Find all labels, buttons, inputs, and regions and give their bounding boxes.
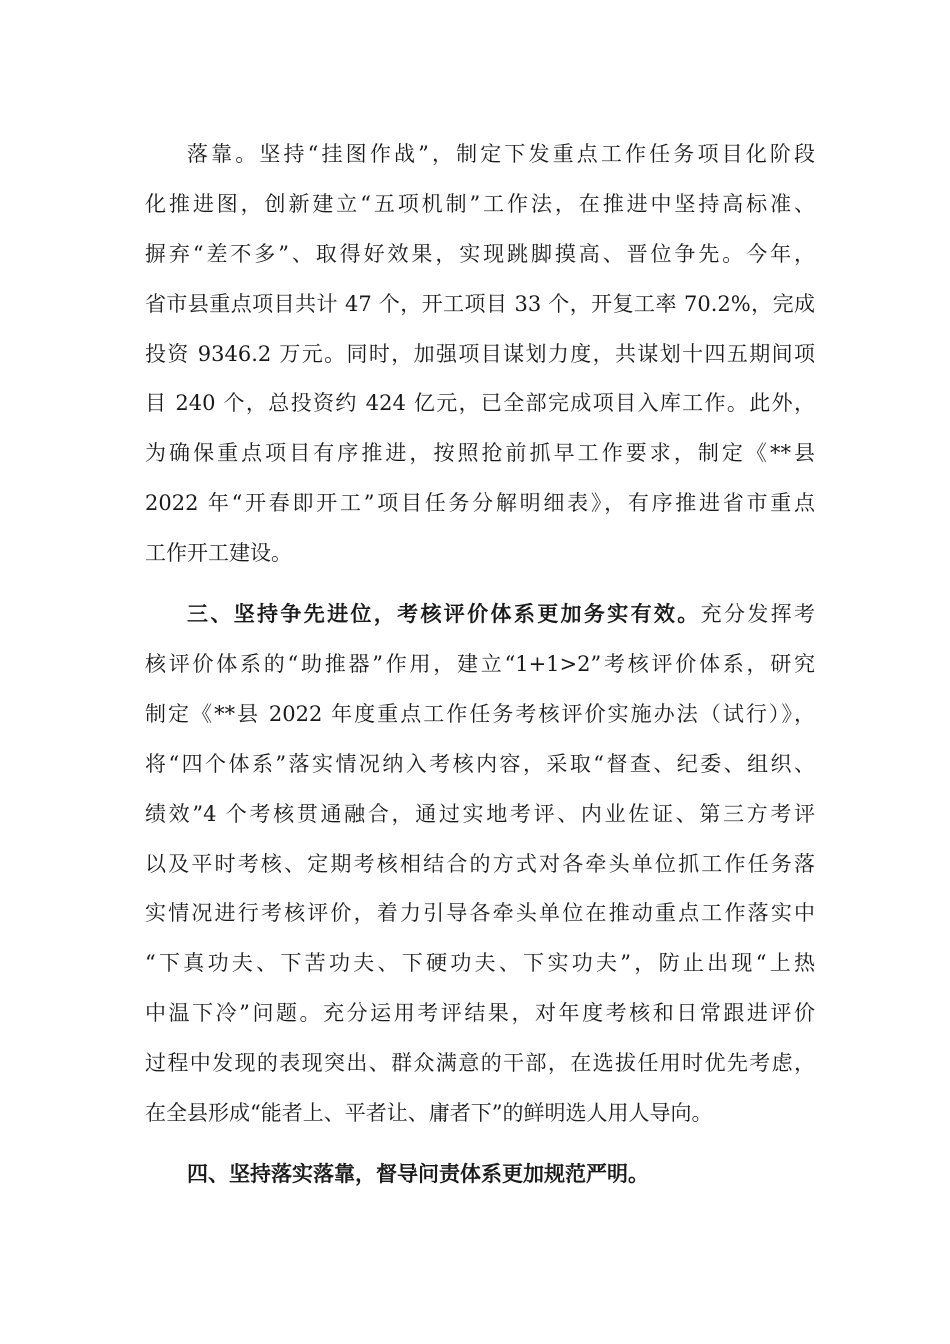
- text-line: 将“四个体系”落实情况纳入考核内容，采取“督查、纪委、组织、: [145, 752, 815, 776]
- text-line: 为确保重点项目有序推进，按照抢前抓早工作要求，制定《**县: [145, 441, 815, 465]
- text-line: 绩效”4 个考核贯通融合，通过实地考评、内业佐证、第三方考评: [145, 802, 815, 826]
- text-line: 摒弃“差不多”、取得好效果，实现跳脚摸高、晋位争先。今年，: [145, 242, 815, 266]
- text-line: 中温下冷”问题。充分运用考评结果，对年度考核和日常跟进评价: [145, 1001, 815, 1025]
- text-line: 以及平时考核、定期考核相结合的方式对各牵头单位抓工作任务落: [145, 852, 815, 876]
- text-line: “下真功夫、下苦功夫、下硬功夫、下实功夫”，防止出现“上热: [145, 951, 815, 975]
- text-line: 化推进图，创新建立“五项机制”工作法，在推进中坚持高标准、: [145, 192, 815, 216]
- text-line: 实情况进行考核评价，着力引导各牵头单位在推动重点工作落实中: [145, 901, 815, 925]
- section-heading: 四、坚持落实落靠，督导问责体系更加规范严明。: [187, 1161, 649, 1186]
- section-heading: 三、坚持争先进位，考核评价体系更加务实有效。: [187, 601, 701, 626]
- text-line: 过程中发现的表现突出、群众满意的干部，在选拔任用时优先考虑，: [145, 1051, 815, 1075]
- text-line: 工作开工建设。: [145, 541, 292, 565]
- text-line: 2022 年“开春即开工”项目任务分解明细表》，有序推进省市重点: [145, 491, 815, 515]
- text-line: 核评价体系的“助推器”作用，建立“1+1>2”考核评价体系，研究: [145, 652, 815, 676]
- text-line: 省市县重点项目共计 47 个，开工项目 33 个，开复工率 70.2%，完成: [145, 292, 815, 316]
- text-line: 目 240 个，总投资约 424 亿元，已全部完成项目入库工作。此外，: [145, 391, 815, 415]
- section-heading-line: [187, 600, 815, 628]
- text-line: 制定《**县 2022 年度重点工作任务考核评价实施办法（试行）》，: [145, 702, 815, 726]
- text-line: 落靠。坚持“挂图作战”，制定下发重点工作任务项目化阶段: [187, 142, 815, 166]
- text-line: 在全县形成“能者上、平者让、庸者下”的鲜明选人用人导向。: [145, 1101, 713, 1125]
- text-line: 投资 9346.2 万元。同时，加强项目谋划力度，共谋划十四五期间项: [145, 342, 815, 366]
- section-heading-continuation: 充分发挥考: [700, 602, 816, 626]
